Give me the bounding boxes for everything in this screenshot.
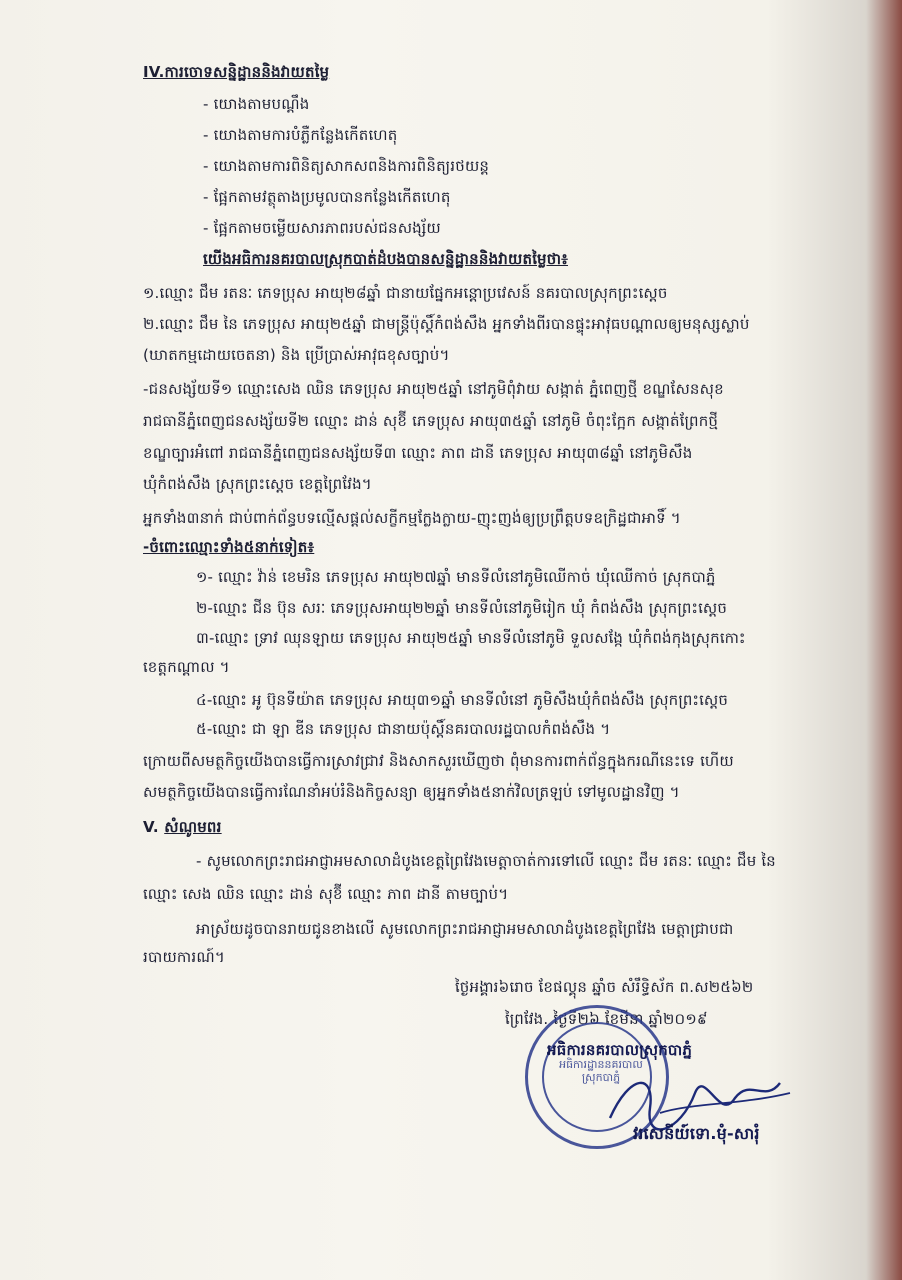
section-4-heading: IV.ការចោទសន្និដ្ឋាននិងវាយតម្លៃ — [143, 63, 330, 81]
paragraph-line: ខណ្ឌច្បារអំពៅ រាជធានីភ្នំពេញជនសង្ស័យទី៣ ឈ្មោះ ភាព ដានី ភេទប្រុស អាយុ៣៨ឆ្នាំ នៅភូមិសឹង — [143, 444, 693, 462]
list-item: ៥-ឈ្មោះ ជា ឡា ឌីន ភេទប្រុស ជានាយប៉ុស្តិ៍នគរបាលរដ្ឋបាលកំពង់សឹង ។ — [196, 720, 611, 738]
list-item: ខេត្តកណ្តាល ។ — [143, 658, 230, 676]
paragraph-line: របាយការណ៍។ — [143, 948, 225, 966]
paragraph-line: រាជធានីភ្នំពេញជនសង្ស័យទី២ ឈ្មោះ ដាន់ សុខ៊ី ភេទប្រុស អាយុ៣៥ឆ្នាំ នៅភូមិ ចំពុះក្អែក សង្កាត់ព្រែកថ្មី — [143, 412, 719, 430]
signer-name: វរសេនីយ៍ទោ.មុំ-សារុំ — [633, 1124, 760, 1143]
conclusion-intro: យើងអធិការនគរបាលស្រុកបាត់ដំបងបានសន្និដ្ឋាននិងវាយតម្លៃថា៖ — [203, 250, 568, 268]
bullet-item: - ផ្អែកតាមវត្ថុតាងប្រមូលបានកន្លែងកើតហេតុ — [203, 188, 451, 206]
list-item: ២-ឈ្មោះ ជីន ប៊ុន សរៈ ភេទប្រុសអាយុ២២ឆ្នាំ មានទីលំនៅភូមិរៀក ឃុំ កំពង់សឹង ស្រុកព្រះស្តេច — [196, 599, 728, 617]
list-item: ៣-ឈ្មោះ ទ្រាវ ឈុនឡាយ ភេទប្រុស អាយុ២៥ឆ្នាំ មានទីលំនៅភូមិ ទួលសង្កែ ឃុំកំពង់កុងស្រុកកោះ — [196, 629, 746, 647]
paragraph-line: សមត្ថកិច្ចយើងបានធ្វើការណែនាំអប់រំនិងកិច្ចសន្យា ឲ្យអ្នកទាំង៥នាក់វិលត្រឡប់ ទៅមូលដ្ឋានវិញ ។ — [143, 783, 680, 801]
list-item: ៤-ឈ្មោះ អូ ប៊ុនទីយ៉ាត ភេទប្រុស អាយុ៣១ឆ្នាំ មានទីលំនៅ ភូមិសឹងឃុំកំពង់សឹង ស្រុកព្រះស្តេច — [196, 691, 729, 709]
stamp-text: អធិការដ្ឋាននគរបាលស្រុកបាភ្នំ — [559, 1058, 643, 1084]
section-5-number: V. — [143, 818, 159, 836]
solar-date: ព្រៃវែង. ថ្ងៃទី២៦ ខែមីនា ឆ្នាំ២០១៩ — [505, 1010, 708, 1028]
others-heading: -ចំពោះឈ្មោះទាំង៥នាក់ទៀត៖ — [143, 538, 315, 556]
paragraph-line: អាស្រ័យដូចបានរាយជូនខាងលើ សូមលោកព្រះរាជអាជ្ញាអមសាលាដំបូងខេត្តព្រៃវែង មេត្តាជ្រាបជា — [196, 920, 734, 938]
bullet-item: - យោងតាមការបំភ្លឺកន្លែងកើតហេតុ — [203, 126, 398, 144]
bullet-item: - យោងតាមការពិនិត្យសាកសពនិងការពិនិត្យរថយន្ត — [203, 157, 490, 175]
paragraph-line: - សូមលោកព្រះរាជអាជ្ញាអមសាលាដំបូងខេត្តព្រៃវែងមេត្តាចាត់ការទៅលើ ឈ្មោះ ជឹម រតនៈ ឈ្មោះ ជឹម នៃ — [196, 852, 776, 870]
paragraph-line: ឃុំកំពង់សឹង ស្រុកព្រះស្តេច ខេត្តព្រៃវែង។ — [143, 475, 372, 493]
signatory-title: អធិការនគរបាលស្រុកបាភ្នំ — [547, 1041, 693, 1059]
bullet-item: - យោងតាមបណ្តឹង — [203, 95, 310, 113]
list-item: ១- ឈ្មោះ វ៉ាន់ ខេមរិន ភេទប្រុស អាយុ២៧ឆ្នាំ មានទីលំនៅភូមិឈើកាច់ ឃុំឈើកាច់ ស្រុកបាភ្នំ — [196, 568, 716, 586]
paragraph-line: ឈ្មោះ សេង ឈិន ឈ្មោះ ដាន់ សុខ៊ី ឈ្មោះ ភាព ដានី តាមច្បាប់។ — [143, 885, 509, 903]
section-5-title: សំណូមពរ — [164, 818, 222, 836]
section-5-heading — [143, 816, 222, 838]
paragraph-line: -ជនសង្ស័យទី១ ឈ្មោះសេង ឈិន ភេទប្រុស អាយុ២៥ឆ្នាំ នៅភូមិពុំវាយ សង្កាត់ ភ្នំពេញថ្មី ខណ្ឌសែនសុខ — [143, 380, 724, 398]
paragraph-line: (ឃាតកម្មដោយចេតនា) និង ប្រើប្រាស់អាវុធខុសច្បាប់។ — [143, 346, 450, 364]
bullet-item: - ផ្អែកតាមចម្លើយសារភាពរបស់ជនសង្ស័យ — [203, 219, 441, 237]
lunar-date: ថ្ងៃអង្គារ៦រោច ខែផល្គុន ឆ្នាំច សំរឹទ្ធិស័ក ព.ស២៥៦២ — [455, 978, 754, 996]
paragraph-line: ១.ឈ្មោះ ជឹម រតនៈ ភេទប្រុស អាយុ២៨ឆ្នាំ ជានាយផ្នែកអន្តោប្រវេសន៍ នគរបាលស្រុកព្រះស្តេច — [143, 284, 668, 302]
paragraph-line: ២.ឈ្មោះ ជឹម នៃ ភេទប្រុស អាយុ២៥ឆ្នាំ ជាមន្ត្រីប៉ុស្តិ៍កំពង់សឹង អ្នកទាំងពីរបានផ្ទុះអាវុធបណ្តាលឲ្យមនុស្សស្លាប់ — [143, 315, 750, 333]
paragraph-line: អ្នកទាំង៣នាក់ ជាប់ពាក់ព័ន្ធបទល្មើសផ្តល់សក្ខីកម្មក្លែងក្លាយ-ញុះញង់ឲ្យប្រព្រឹត្តបទឧក្រិដ្ឋជាអាទិ៍ ។ — [143, 509, 681, 527]
paragraph-line: ក្រោយពីសមត្ថកិច្ចយើងបានធ្វើការស្រាវជ្រាវ និងសាកសួរឃើញថា ពុំមានការពាក់ព័ន្ធក្នុងករណីនេះទេ ហើយ — [143, 752, 734, 770]
signature-block — [505, 995, 815, 1165]
